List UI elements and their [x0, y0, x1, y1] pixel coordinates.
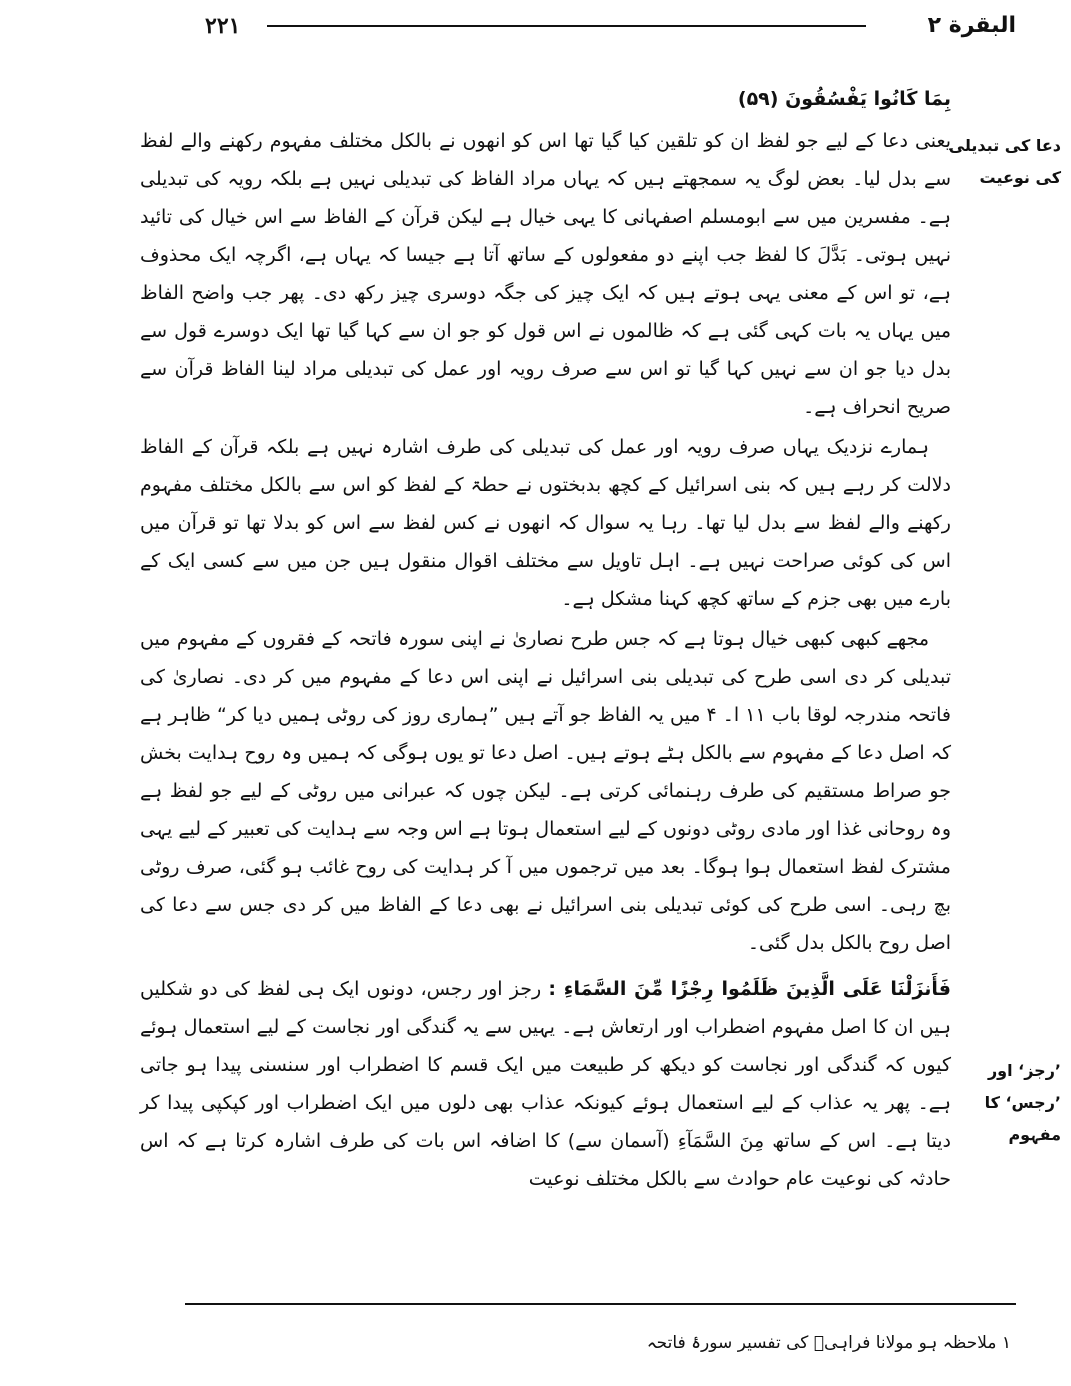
- ayah-fragment: بِمَا كَانُوا يَفْسُقُونَ (۵۹): [737, 88, 951, 110]
- paragraph-4: [140, 970, 951, 1198]
- header-rule: [267, 25, 866, 27]
- page-number: ۲۲۱: [205, 13, 241, 39]
- paragraph-1: یعنی دعا کے لیے جو لفظ ان کو تلقین کیا گیا تھا اس کو انھوں نے بالکل مختلف مفہوم رکھنے والے لفظ سے بدل لیا۔ بعض لوگ یہ سمجھتے ہیں کہ یہاں مراد الفاظ کی تبدیلی نہیں ہے بلکہ رویہ کی تبدیلی ہے۔ مفسرین میں سے ابومسلم اصفہانی کا یہی خیال ہے لیکن قرآن کے الفاظ سے اس خیال کی تائید نہیں ہوتی۔ بَدَّلَ کا لفظ جب اپنے دو مفعولوں کے ساتھ آتا ہے جیسا کہ یہاں ہے، اگرچہ ایک محذوف ہے، تو اس کے معنی یہی ہوتے ہیں کہ ایک چیز کی جگہ دوسری چیز رکھ دی۔ پھر جب واضح الفاظ میں یہاں یہ بات کہی گئی ہے کہ ظالموں نے اس قول کو جو ان سے کہا گیا تھا ایک دوسرے قول سے بدل دیا جو ان سے نہیں کہا گیا تو اس سے صرف رویہ اور عمل کی تبدیلی مراد لینا الفاظ قرآن سے صریح انحراف ہے۔: [140, 130, 951, 418]
- main-text: [140, 80, 951, 1198]
- footnote-rule: [185, 1303, 1016, 1305]
- page-header: [205, 10, 1016, 42]
- margin-note-prayer-change: دعا کی تبدیلی کی نوعیت: [948, 136, 1061, 187]
- paragraph-3: مجھے کبھی کبھی خیال ہوتا ہے کہ جس طرح نصاریٰ نے اپنی سورہ فاتحہ کے فقروں کے مفہوم میں تبدیلی کر دی اسی طرح کی تبدیلی بنی اسرائیل نے اپنی اس دعا کے مفہوم میں کر دی۔ نصاریٰ کی فاتحہ مندرجہ لوقا باب ۱۱ ا۔ ۴ میں یہ الفاظ جو آتے ہیں ”ہماری روز کی روٹی ہمیں دیا کر“ ظاہر ہے کہ اصل دعا کے مفہوم سے بالکل ہٹے ہوتے ہیں۔ اصل دعا تو یوں ہوگی کہ ہمیں وہ روح ہدایت بخش جو صراط مستقیم کی طرف رہنمائی کرتی ہے۔ لیکن چوں کہ عبرانی میں روٹی کے لیے جو لفظ ہے وہ روحانی غذا اور مادی روٹی دونوں کے لیے استعمال ہوتا ہے اس وجہ سے ہدایت کی تعبیر کے لیے یہی مشترک لفظ استعمال ہوا ہوگا۔ بعد میں ترجموں میں آ کر ہدایت کی روح غائب ہو گئی، صرف روٹی بچ رہی۔ اسی طرح کی کوئی تبدیلی بنی اسرائیل نے بھی دعا کے الفاظ میں کر دی جس سے دعا کی اصل روح بالکل بدل گئی۔: [140, 628, 951, 954]
- footnote: ۱ ملاحظہ ہو مولانا فراہیؒ کی تفسیر سورۂ فاتحہ: [646, 1333, 1011, 1353]
- surah-title: البقرة ۲: [927, 13, 1016, 38]
- margin-note-rijz-meaning: ’رجز‘ اور ’رجس‘ کا مفہوم: [984, 1061, 1061, 1144]
- paragraph-2: ہمارے نزدیک یہاں صرف رویہ اور عمل کی تبدیلی کی طرف اشارہ نہیں ہے بلکہ قرآن کے الفاظ دلالت کر رہے ہیں کہ بنی اسرائیل کے کچھ بدبختوں نے حطۃ کے لفظ کو اس سے بالکل مختلف مفہوم رکھنے والے لفظ سے بدل لیا تھا۔ رہا یہ سوال کہ انھوں نے کس لفظ سے اس کو بدلا تھا تو قرآن میں اس کی کوئی صراحت نہیں ہے۔ اہل تاویل سے مختلف اقوال منقول ہیں جن میں سے کسی ایک کے بارے میں بھی جزم کے ساتھ کچھ کہنا مشکل ہے۔: [140, 436, 951, 610]
- ayah-commentary: رجز اور رجس، دونوں ایک ہی لفظ کی دو شکلیں ہیں ان کا اصل مفہوم اضطراب اور ارتعاش ہے۔ یہیں سے یہ گندگی اور نجاست کے لیے استعمال ہوئے کیوں کہ گندگی اور نجاست کو دیکھ کر طبیعت میں ایک قسم کا اضطراب اور سنسنی پیدا ہو جاتی ہے۔ پھر یہ عذاب کے لیے استعمال ہوئے کیونکہ عذاب بھی دلوں میں ایک اضطراب اور کپکپی پیدا کر دیتا ہے۔ اس کے ساتھ مِنَ السَّمَآءِ (آسمان سے) کا اضافہ اس بات کی طرف اشارہ کرتا ہے کہ اس حادثہ کی نوعیت عام حوادث سے بالکل مختلف نوعیت: [140, 978, 951, 1190]
- ayah-quote: فَأَنزَلْنَا عَلَى الَّذِينَ ظَلَمُوا رِجْزًا مِّنَ السَّمَاءِ :: [548, 978, 951, 1000]
